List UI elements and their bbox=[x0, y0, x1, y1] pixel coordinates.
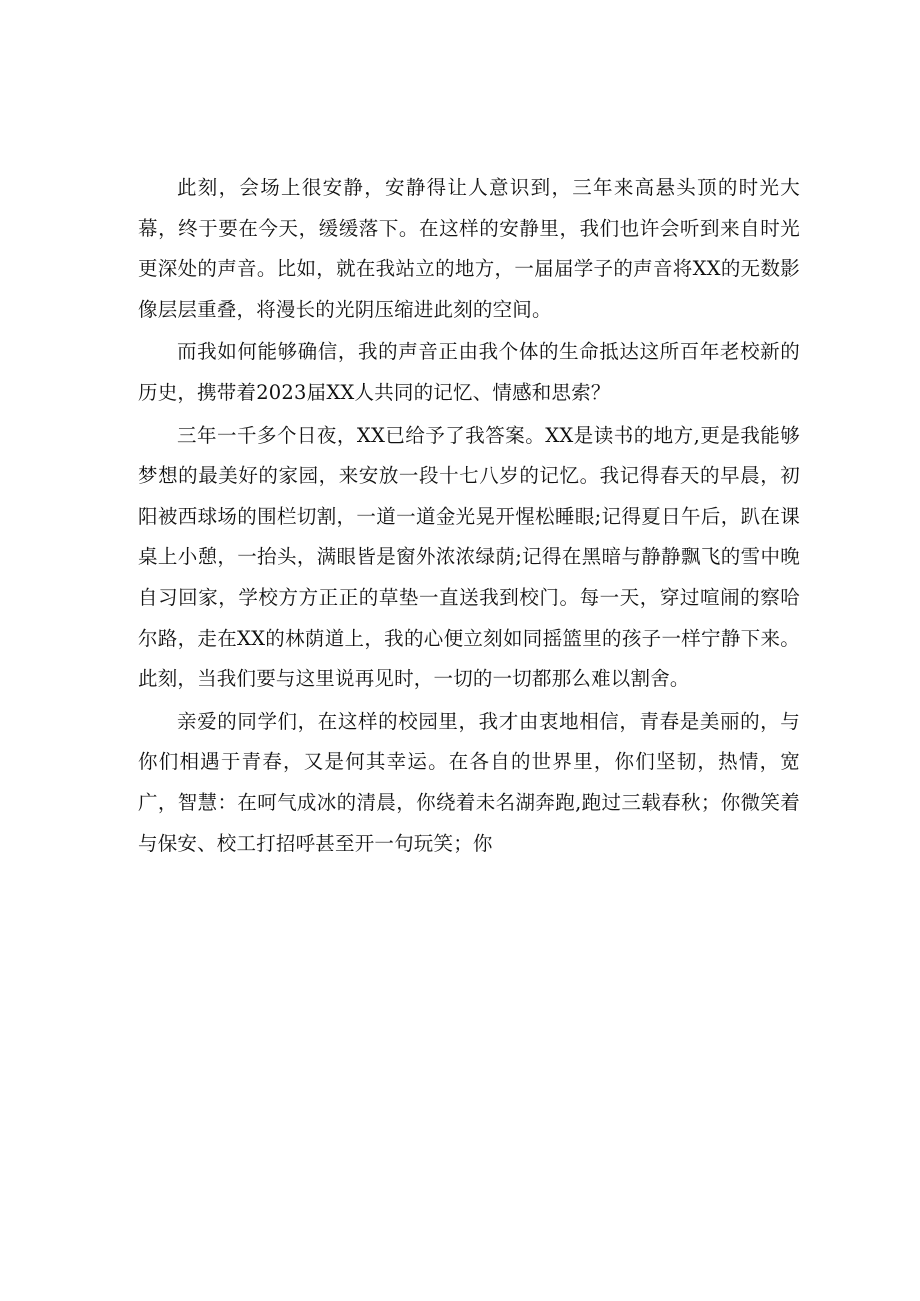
document-body bbox=[138, 168, 800, 866]
paragraph-3: 三年一千多个日夜，XX已给予了我答案。XX是读书的地方,更是我能够梦想的最美好的家园，来安放一段十七八岁的记忆。我记得春天的早晨，初阳被西球场的围栏切割，一道一道金光晃开惺松睡眼;记得夏日午后，趴在课桌上小憩，一抬头，满眼皆是窗外浓浓绿荫;记得在黑暗与静静飘飞的雪中晚自习回家，学校方方正正的草垫一直送我到校门。每一天，穿过喧闹的察哈尔路，走在XX的林荫道上，我的心便立刻如同摇篮里的孩子一样宁静下来。此刻，当我们要与这里说再见时，一切的一切都那么难以割舍。 bbox=[138, 423, 800, 691]
paragraph-1: 此刻，会场上很安静，安静得让人意识到，三年来高悬头顶的时光大幕，终于要在今天，缓缓落下。在这样的安静里，我们也许会听到来自时光更深处的声音。比如，就在我站立的地方，一届届学子的声音将XX的无数影像层层重叠，将漫长的光阴压缩进此刻的空间。 bbox=[138, 176, 800, 321]
paragraph-2: 而我如何能够确信，我的声音正由我个体的生命抵达这所百年老校新的历史，携带着2023届XX人共同的记忆、情感和思索？ bbox=[138, 340, 800, 404]
paragraph-4: 亲爱的同学们，在这样的校园里，我才由衷地相信，青春是美丽的，与你们相遇于青春，又是何其幸运。在各自的世界里，你们坚韧，热情，宽广，智慧：在呵气成冰的清晨，你绕着未名湖奔跑,跑过三载春秋；你微笑着与保安、校工打招呼甚至开一句玩笑；你 bbox=[138, 709, 800, 855]
